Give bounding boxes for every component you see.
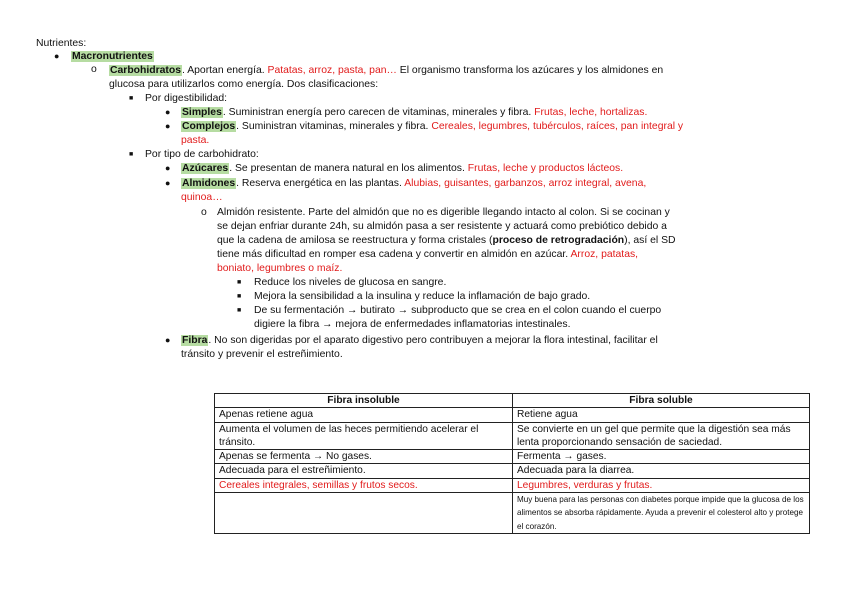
azucares-line: Azúcares. Se presentan de manera natural en los alimentos. Frutas, leche y productos lácteos. <box>182 163 624 174</box>
table-cell-empty <box>215 493 513 534</box>
table-cell-note: Muy buena para las personas con diabetes porque impide que la glucosa de los alimentos se absorba rápidamente. Ayuda a prevenir el colesterol alto y protege el corazón. <box>513 493 810 534</box>
header-fibra-soluble: Fibra soluble <box>513 394 810 408</box>
highlighted-almidones: Almidones <box>182 178 236 189</box>
resistente-line-4: tiene más dificultad en romper esa cadena y convertir en almidón en azúcar. Arroz, patatas, <box>217 249 639 260</box>
table-cell: Aumenta el volumen de las heces permitiendo acelerar el tránsito. <box>215 422 513 450</box>
resistente-line-1: Almidón resistente. Parte del almidón que no es digerible llegando intacto al colon. Si se cocinan y <box>217 207 670 218</box>
square-bullet-icon: ■ <box>237 279 242 286</box>
table-cell: Legumbres, verduras y frutas. <box>513 478 810 492</box>
fibra-line-1: Fibra. No son digeridas por el aparato digestivo pero contribuyen a mejorar la flora intestinal, facilitar el <box>182 335 658 346</box>
highlighted-macronutrientes: Macronutrientes <box>72 51 153 62</box>
square-bullet-icon: ■ <box>237 293 242 300</box>
bullet-dot-icon: ● <box>165 178 171 188</box>
resistente-line-5: boniato, legumbres o maíz. <box>217 263 343 274</box>
table-cell: Apenas retiene agua <box>215 408 513 422</box>
heading-nutrientes: Nutrientes: <box>36 38 87 49</box>
table-cell: Adecuada para la diarrea. <box>513 464 810 478</box>
benefit-item: Reduce los niveles de glucosa en sangre. <box>254 277 447 288</box>
circle-bullet-icon: o <box>91 64 97 75</box>
complejos-line-2: pasta. <box>181 135 210 146</box>
highlighted-complejos: Complejos <box>182 121 236 132</box>
table-row <box>215 422 810 450</box>
highlighted-fibra: Fibra <box>182 335 208 346</box>
square-bullet-icon: ■ <box>237 307 242 314</box>
table-row <box>215 478 810 492</box>
header-fibra-insoluble: Fibra insoluble <box>215 394 513 408</box>
table-row <box>215 408 810 422</box>
fibra-line-2: tránsito y prevenir el estreñimiento. <box>181 349 343 360</box>
highlighted-simples: Simples <box>182 107 222 118</box>
carbs-examples: Patatas, arroz, pasta, pan… <box>267 65 397 76</box>
carbohidratos-line-2: glucosa para utilizarlos como energía. Dos clasificaciones: <box>109 79 379 90</box>
bullet-dot-icon: ● <box>165 335 171 345</box>
benefit-item-continued: digiere la fibra → mejora de enfermedades inflamatorias intestinales. <box>254 319 571 330</box>
bullet-dot-icon: ● <box>54 51 60 61</box>
circle-bullet-icon: o <box>201 207 207 218</box>
table-header-row <box>215 394 810 408</box>
bullet-dot-icon: ● <box>165 107 171 117</box>
macronutrientes-label <box>71 50 154 63</box>
por-digestibilidad-heading: Por digestibilidad: <box>145 93 228 104</box>
table-cell: Cereales integrales, semillas y frutos secos. <box>215 478 513 492</box>
fiber-comparison-table <box>214 393 810 534</box>
table-row <box>215 464 810 478</box>
table-cell: Adecuada para el estreñimiento. <box>215 464 513 478</box>
carbohidratos-line-1: Carbohidratos. Aportan energía. Patatas, arroz, pasta, pan… El organismo transforma los azúcares y los almidones en <box>110 65 664 76</box>
table-row <box>215 450 810 464</box>
resistente-line-2: se dejan enfriar durante 24h, su almidón pasa a ser resistente y actuará como prebiótico debido a <box>217 221 667 232</box>
bullet-dot-icon: ● <box>165 163 171 173</box>
bullet-dot-icon: ● <box>165 121 171 131</box>
square-bullet-icon: ■ <box>129 95 134 102</box>
almidones-line-2: quinoa… <box>181 192 223 203</box>
table-cell: Fermenta → gases. <box>513 450 810 464</box>
table-row <box>215 493 810 534</box>
table-cell: Retiene agua <box>513 408 810 422</box>
por-tipo-heading: Por tipo de carbohidrato: <box>145 149 259 160</box>
highlighted-azucares: Azúcares <box>182 163 229 174</box>
simples-line: Simples. Suministran energía pero carecen de vitaminas, minerales y fibra. Frutas, leche, hortalizas. <box>182 107 648 118</box>
highlighted-carbohidratos: Carbohidratos <box>110 65 182 76</box>
almidones-line-1: Almidones. Reserva energética en las plantas. Alubias, guisantes, garbanzos, arroz integral, avena, <box>182 178 647 189</box>
benefit-item: Mejora la sensibilidad a la insulina y reduce la inflamación de bajo grado. <box>254 291 591 302</box>
benefit-item: De su fermentación → butirato → subproducto que se crea en el colon cuando el cuerpo <box>254 305 662 316</box>
table-cell: Apenas se fermenta → No gases. <box>215 450 513 464</box>
complejos-line-1: Complejos. Suministran vitaminas, minerales y fibra. Cereales, legumbres, tubérculos, raíces, pan integral y <box>182 121 684 132</box>
table-cell: Se convierte en un gel que permite que la digestión sea más lenta proporcionando sensación de saciedad. <box>513 422 810 450</box>
square-bullet-icon: ■ <box>129 151 134 158</box>
resistente-line-3: que la cadena de amilosa se reestructura y forma cristales (proceso de retrogradación), así el SD <box>217 235 676 246</box>
